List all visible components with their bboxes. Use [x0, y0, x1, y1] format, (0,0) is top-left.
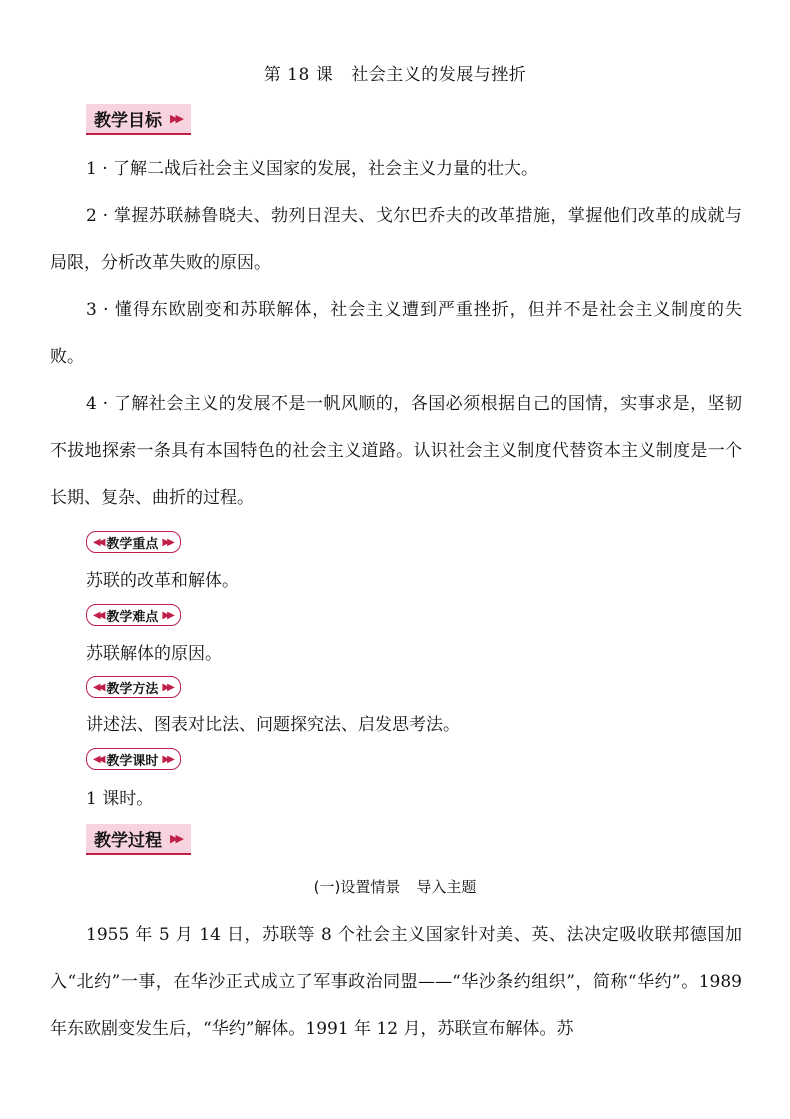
phase-heading: [0, 876, 790, 897]
double-arrow-left-icon: ◀◀: [93, 681, 103, 693]
goal-item-2: 2 · 掌握苏联赫鲁晓夫、勃列日涅夫、戈尔巴乔夫的改革措施，掌握他们改革的成就与局限，分析改革失败的原因。: [50, 206, 742, 273]
section-heading-label: 教学目标: [94, 110, 162, 131]
section-heading-teaching-goals: [86, 106, 191, 132]
goal-item-1: 1 · 了解二战后社会主义国家的发展，社会主义力量的壮大。: [86, 159, 539, 179]
double-arrow-left-icon: ◀◀: [93, 609, 103, 621]
double-arrow-right-icon: ▶▶: [170, 831, 181, 845]
phase-label: (一)设置情景: [313, 878, 401, 896]
methods-text: 讲述法、图表对比法、问题探究法、启发思考法。: [86, 715, 460, 735]
section-heading-label: 教学过程: [94, 830, 162, 851]
section-heading-teaching-process: [86, 826, 191, 852]
double-arrow-right-icon: ▶▶: [170, 111, 181, 125]
phase-topic: 导入主题: [416, 878, 477, 896]
subheading-label: 教学难点: [106, 609, 159, 625]
goal-item-4: 4 · 了解社会主义的发展不是一帆风顺的，各国必须根据自己的国情，实事求是，坚韧不拔地探索一条具有本国特色的社会主义道路。认识社会主义制度代替资本主义制度是一个长期、复杂、曲折的过程。: [50, 394, 742, 508]
subheading-difficulties: [86, 604, 181, 626]
double-arrow-left-icon: ◀◀: [93, 753, 103, 765]
difficulties-text: 苏联解体的原因。: [86, 644, 222, 664]
lesson-title: [0, 60, 790, 85]
key-points-text: 苏联的改革和解体。: [86, 571, 239, 591]
double-arrow-right-icon: ▶▶: [162, 536, 172, 548]
double-arrow-left-icon: ◀◀: [93, 536, 103, 548]
subheading-class-hours: [86, 748, 181, 770]
goal-item-3: 3 · 懂得东欧剧变和苏联解体，社会主义遭到严重挫折，但并不是社会主义制度的失败。: [50, 300, 742, 367]
subheading-label: 教学重点: [106, 536, 159, 552]
double-arrow-right-icon: ▶▶: [162, 681, 172, 693]
lesson-name: 社会主义的发展与挫折: [351, 65, 527, 85]
subheading-label: 教学课时: [106, 753, 159, 769]
lesson-number: 第 18 课: [263, 65, 334, 85]
double-arrow-right-icon: ▶▶: [162, 609, 172, 621]
subheading-methods: [86, 676, 181, 698]
subheading-label: 教学方法: [106, 681, 159, 697]
double-arrow-right-icon: ▶▶: [162, 753, 172, 765]
class-hours-text: 1 课时。: [86, 789, 154, 809]
intro-paragraph: 1955 年 5 月 14 日，苏联等 8 个社会主义国家针对美、英、法决定吸收联邦德国加入“北约”一事，在华沙正式成立了军事政治同盟——“华沙条约组织”，简称“华约”。1989 年东欧剧变发生后，“华约”解体。1991 年 12 月，苏联宣布解体。苏: [50, 925, 742, 1039]
subheading-key-points: [86, 531, 181, 553]
